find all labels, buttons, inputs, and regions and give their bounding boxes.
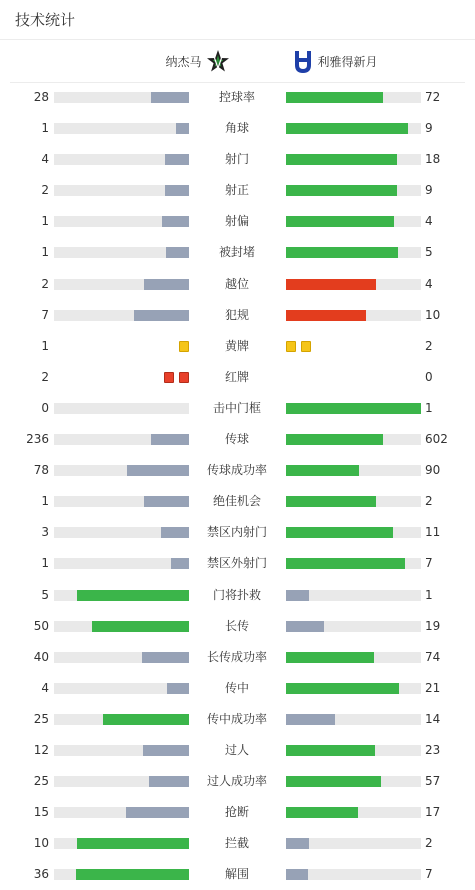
away-bar-track: [286, 776, 421, 787]
home-bar-track: [54, 745, 189, 756]
away-team: [238, 41, 378, 82]
home-value: 12: [33, 742, 49, 757]
away-bar-track: [286, 465, 421, 476]
home-bar-track: [54, 776, 189, 787]
home-bar-track: [54, 434, 189, 445]
away-bar-track: [286, 247, 421, 258]
home-bar-fill: [127, 465, 189, 476]
stat-label: 犯规: [224, 307, 249, 322]
away-bar-track: [286, 745, 421, 756]
away-bar-track: [286, 869, 421, 880]
stat-row: [0, 580, 475, 611]
home-bar-track: [54, 807, 189, 818]
stat-row: [0, 237, 475, 268]
away-value: 2: [425, 338, 433, 353]
home-value: 50: [33, 618, 49, 633]
home-bar-fill: [76, 869, 189, 880]
away-team-name: 利雅得新月: [317, 55, 378, 69]
home-bar-track: [54, 154, 189, 165]
home-bar-track: [54, 652, 189, 663]
stats-list: [0, 82, 475, 890]
yellow-card-icon: [286, 341, 296, 352]
home-value: 40: [33, 649, 49, 664]
home-bar-fill: [166, 247, 189, 258]
away-bar-fill: [286, 714, 335, 725]
stat-label: 禁区外射门: [206, 556, 267, 571]
away-bar-fill: [286, 496, 376, 507]
stat-label: 过人成功率: [206, 774, 267, 789]
hilal-crest-icon: [292, 49, 314, 75]
stat-row: [0, 859, 475, 890]
home-bar-fill: [143, 745, 189, 756]
stat-row: [0, 735, 475, 766]
stat-row: [0, 548, 475, 579]
stat-row: [0, 206, 475, 237]
away-value: 74: [425, 649, 441, 664]
stat-label: 射偏: [224, 214, 249, 229]
home-bar-fill: [77, 838, 189, 849]
stat-row: [0, 362, 475, 393]
away-value: 7: [425, 556, 433, 571]
home-bar-fill: [142, 652, 189, 663]
away-value: 10: [425, 307, 441, 322]
away-value: 14: [425, 711, 441, 726]
away-bar-track: [286, 123, 421, 134]
home-bar-fill: [165, 185, 189, 196]
home-bar-track: [54, 714, 189, 725]
stat-row: [0, 828, 475, 859]
away-value: 11: [425, 525, 441, 540]
stat-row: [0, 175, 475, 206]
stat-row: [0, 300, 475, 331]
away-bar-track: [286, 652, 421, 663]
stat-label: 长传成功率: [206, 649, 267, 664]
red-card-icon: [164, 372, 174, 383]
stat-row: [0, 113, 475, 144]
away-value: 17: [425, 805, 441, 820]
away-bar-fill: [286, 683, 399, 694]
home-value: 4: [41, 152, 49, 167]
home-value: 25: [33, 774, 49, 789]
away-value: 2: [425, 494, 433, 509]
stat-label: 黄牌: [224, 338, 249, 353]
away-bar-track: [286, 714, 421, 725]
home-bar-track: [54, 590, 189, 601]
home-value: 5: [41, 587, 49, 602]
home-value: 1: [41, 556, 49, 571]
away-bar-fill: [286, 310, 366, 321]
away-bar-fill: [286, 621, 324, 632]
away-bar-track: [286, 527, 421, 538]
stat-row: [0, 331, 475, 362]
stat-label: 传中成功率: [206, 711, 267, 726]
stat-row: [0, 393, 475, 424]
stat-label: 门将扑救: [212, 587, 261, 602]
home-value: 3: [41, 525, 49, 540]
away-bar-track: [286, 92, 421, 103]
home-value: 2: [41, 276, 49, 291]
home-value: 0: [41, 400, 49, 415]
home-bar-track: [54, 403, 189, 414]
away-value: 18: [425, 152, 441, 167]
home-bar-track: [54, 123, 189, 134]
home-bar-track: [54, 869, 189, 880]
yellow-card-icon: [179, 341, 189, 352]
home-bar-fill: [103, 714, 189, 725]
away-value: 9: [425, 183, 433, 198]
stat-row: [0, 455, 475, 486]
away-bar-track: [286, 185, 421, 196]
away-bar-track: [286, 496, 421, 507]
home-value: 1: [41, 338, 49, 353]
home-value: 1: [41, 121, 49, 136]
stat-row: [0, 611, 475, 642]
home-bar-fill: [161, 527, 189, 538]
home-bar-track: [54, 216, 189, 227]
home-value: 10: [33, 836, 49, 851]
stat-row: [0, 424, 475, 455]
page-header: [0, 0, 475, 40]
away-bar-track: [286, 590, 421, 601]
away-value: 19: [425, 618, 441, 633]
away-bar-track: [286, 838, 421, 849]
home-value: 236: [26, 432, 49, 447]
home-bar-track: [54, 279, 189, 290]
stat-label: 传球成功率: [206, 463, 267, 478]
home-bar-fill: [134, 310, 189, 321]
stat-label: 拦截: [224, 836, 249, 851]
away-bar-fill: [286, 527, 393, 538]
home-value: 4: [41, 680, 49, 695]
stat-row: [0, 673, 475, 704]
away-bar-fill: [286, 590, 309, 601]
away-value: 21: [425, 680, 441, 695]
stat-label: 绝佳机会: [212, 494, 261, 509]
home-value: 36: [33, 867, 49, 882]
home-bar-track: [54, 838, 189, 849]
home-team: [165, 41, 237, 82]
home-value: 1: [41, 214, 49, 229]
away-bar-fill: [286, 434, 383, 445]
away-bar-fill: [286, 745, 375, 756]
away-bar-fill: [286, 776, 381, 787]
away-bar-track: [286, 403, 421, 414]
away-bar-track: [286, 621, 421, 632]
away-value: 5: [425, 245, 433, 260]
home-bar-fill: [176, 123, 190, 134]
away-bar-track: [286, 279, 421, 290]
away-bar-fill: [286, 92, 383, 103]
home-bar-fill: [77, 590, 189, 601]
home-value: 2: [41, 369, 49, 384]
stat-label: 击中门框: [212, 400, 261, 415]
away-value: 1: [425, 400, 433, 415]
away-bar-track: [286, 558, 421, 569]
away-value: 2: [425, 836, 433, 851]
away-value: 4: [425, 214, 433, 229]
stat-label: 传中: [224, 680, 249, 695]
home-bar-track: [54, 185, 189, 196]
away-bar-fill: [286, 652, 374, 663]
home-bar-fill: [149, 776, 190, 787]
home-bar-track: [54, 310, 189, 321]
stat-row: [0, 486, 475, 517]
stat-label: 红牌: [224, 369, 249, 384]
home-value: 2: [41, 183, 49, 198]
away-value: 9: [425, 121, 433, 136]
stat-label: 角球: [224, 121, 249, 136]
away-value: 602: [425, 432, 448, 447]
stat-label: 长传: [224, 618, 249, 633]
stat-row: [0, 82, 475, 113]
stat-label: 禁区内射门: [206, 525, 267, 540]
home-bar-track: [54, 621, 189, 632]
away-value: 7: [425, 867, 433, 882]
stat-row: [0, 269, 475, 300]
home-bar-fill: [162, 216, 189, 227]
away-bar-fill: [286, 807, 358, 818]
stat-label: 过人: [224, 742, 249, 757]
home-bar-fill: [144, 279, 189, 290]
yellow-card-icon: [301, 341, 311, 352]
home-value: 15: [33, 805, 49, 820]
home-value: 7: [41, 307, 49, 322]
away-value: 72: [425, 90, 441, 104]
away-bar-fill: [286, 123, 408, 134]
away-value: 23: [425, 742, 441, 757]
stat-row: [0, 144, 475, 175]
home-value: 1: [41, 245, 49, 260]
away-bar-track: [286, 154, 421, 165]
home-bar-track: [54, 496, 189, 507]
away-value: 90: [425, 463, 441, 478]
teams-header: [10, 41, 465, 83]
home-bar-fill: [126, 807, 189, 818]
stat-label: 解围: [224, 867, 249, 882]
home-bar-fill: [167, 683, 189, 694]
home-bar-fill: [165, 154, 189, 165]
away-bar-fill: [286, 465, 359, 476]
stat-row: [0, 642, 475, 673]
stat-row: [0, 517, 475, 548]
home-value: 28: [33, 90, 49, 104]
away-bar-fill: [286, 216, 394, 227]
away-bar-fill: [286, 154, 397, 165]
home-bar-fill: [171, 558, 189, 569]
away-bar-track: [286, 807, 421, 818]
away-bar-track: [286, 310, 421, 321]
home-team-name: 纳杰马: [165, 55, 202, 69]
away-bar-track: [286, 434, 421, 445]
away-bar-fill: [286, 403, 421, 414]
home-bar-track: [54, 465, 189, 476]
stat-label: 越位: [224, 276, 249, 291]
home-bar-track: [54, 558, 189, 569]
home-value: 1: [41, 494, 49, 509]
away-value: 0: [425, 369, 433, 384]
home-bar-fill: [151, 434, 189, 445]
stat-row: [0, 704, 475, 735]
away-bar-fill: [286, 558, 405, 569]
away-value: 1: [425, 587, 433, 602]
home-bar-fill: [144, 496, 189, 507]
stat-label: 射正: [224, 183, 249, 198]
away-bar-track: [286, 216, 421, 227]
stat-label: 被封堵: [218, 245, 255, 260]
home-value: 25: [33, 711, 49, 726]
away-value: 57: [425, 774, 441, 789]
home-bar-track: [54, 527, 189, 538]
home-bar-track: [54, 247, 189, 258]
away-bar-fill: [286, 185, 397, 196]
away-value: 4: [425, 276, 433, 291]
stat-row: [0, 797, 475, 828]
stat-label: 传球: [224, 432, 249, 447]
stat-label: 控球率: [218, 90, 255, 104]
red-card-icon: [179, 372, 189, 383]
page-title: 技术统计: [15, 11, 76, 29]
home-bar-fill: [92, 621, 189, 632]
stat-row: [0, 766, 475, 797]
stat-label: 射门: [224, 152, 249, 167]
away-bar-track: [286, 683, 421, 694]
home-value: 78: [33, 463, 49, 478]
home-bar-fill: [151, 92, 189, 103]
away-bar-fill: [286, 838, 309, 849]
star-crest-icon: [206, 49, 230, 75]
away-bar-fill: [286, 279, 376, 290]
away-bar-fill: [286, 869, 308, 880]
home-bar-track: [54, 683, 189, 694]
stat-label: 抢断: [224, 805, 249, 820]
away-bar-fill: [286, 247, 398, 258]
home-bar-track: [54, 92, 189, 103]
